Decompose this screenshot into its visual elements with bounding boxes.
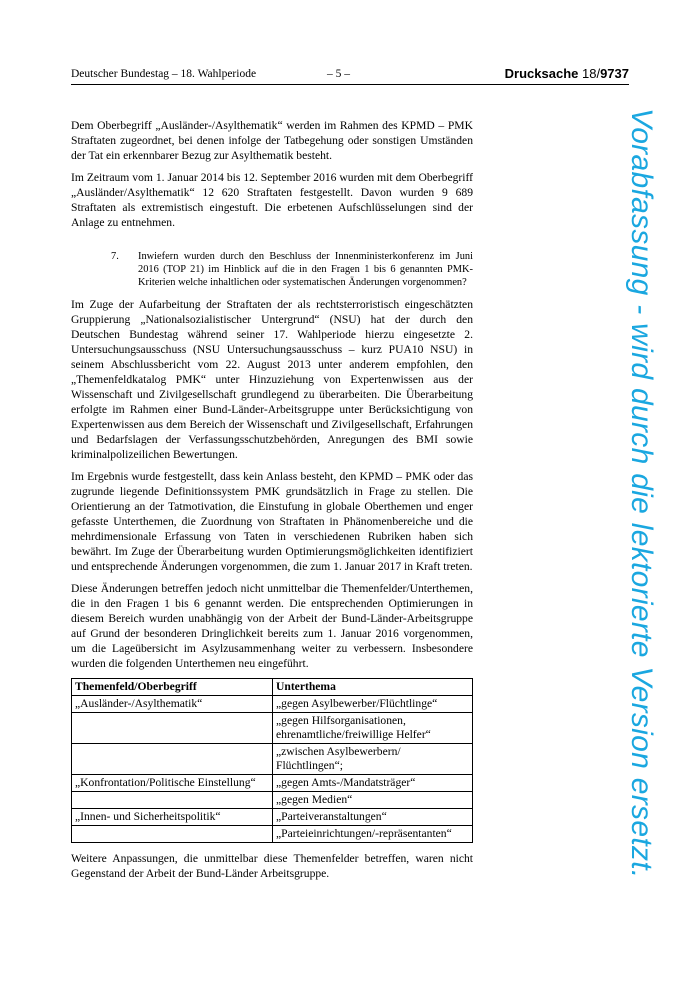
question-text: Inwiefern wurden durch den Beschluss der Innenministerkonferenz im Juni 2016 (TOP 21) im Hinblick auf die in den Fragen 1 bis 6 genannten PMK-Kriterien welche inhaltlichen oder systematischen Änderungen vorgenommen? bbox=[138, 251, 473, 288]
table-cell bbox=[72, 713, 273, 744]
table-header: Themenfeld/Oberbegriff bbox=[72, 679, 273, 696]
document-number-bold: 9737 bbox=[600, 66, 629, 81]
page-header bbox=[71, 66, 629, 85]
document-label: Drucksache bbox=[504, 66, 579, 81]
question-number: 7. bbox=[111, 251, 119, 262]
table-row bbox=[72, 744, 473, 775]
table-row bbox=[72, 826, 473, 843]
paragraph: Dem Oberbegriff „Ausländer-/Asylthematik“ werden im Rahmen des KPMD – PMK Straftaten zugeordnet, bei denen infolge der Tatbegehung oder sonstigen Umständen der Tat ein erkennbarer Bezug zur Asylthematik besteht. bbox=[71, 119, 473, 162]
paragraph: Im Zeitraum vom 1. Januar 2014 bis 12. September 2016 wurden mit dem Oberbegriff „Ausländer/Asylthematik“ 12 620 Straftaten festgestellt. Davon wurden 9 689 Straftaten als extremistisch eingestuft. Die erbetenen Aufschlüsselungen sind der Anlage zu entnehmen. bbox=[71, 171, 473, 229]
table-header-row bbox=[72, 679, 473, 696]
header-parliament: Deutscher Bundestag – 18. Wahlperiode bbox=[71, 68, 257, 80]
themes-table bbox=[71, 678, 473, 843]
question-block bbox=[71, 250, 473, 289]
paragraph: Im Zuge der Aufarbeitung der Straftaten der als rechtsterroristisch eingeschätzten Gruppierung „Nationalsozialistischer Untergrund“ (NSU) hat der durch den Deutschen Bundestag während seiner 17. Wahlperiode hierzu eingesetzte 2. Untersuchungsausschuss (NSU Untersuchungsausschuss – kurz PUA10 NSU) in seinem Abschlussbericht vom 22. August 2013 unter anderem empfohlen, den „Themenfeldkatalog PMK“ unter Hinzuziehung von Expertenwissen aus der Wissenschaft und Zivilgesellschaft grundlegend zu überarbeiten. Die Überarbeitung erfolgte im Rahmen einer Bund-Länder-Arbeitsgruppe unter Berücksichtigung von Expertenwissen aus dem Bereich der Wissenschaft und Zivilgesellschaft, Erfahrungen und Bedarfslagen der Verfassungsschutzbehörden, Anregungen des BMI sowie kriminalpolizeilichen Bewertungen. bbox=[71, 298, 473, 461]
table-cell: „Parteieinrichtungen/-repräsentanten“ bbox=[273, 826, 473, 843]
table-cell: „Konfrontation/Politische Einstellung“ bbox=[72, 775, 273, 792]
table-cell: „gegen Amts-/Mandatsträger“ bbox=[273, 775, 473, 792]
main-content bbox=[71, 118, 473, 888]
table-cell bbox=[72, 792, 273, 809]
table-cell: „Ausländer-/Asylthematik“ bbox=[72, 696, 273, 713]
paragraph: Im Ergebnis wurde festgestellt, dass kein Anlass besteht, den KPMD – PMK oder das zugrunde liegende Definitionssystem PMK grundsätzlich in Frage zu stellen. Die Orientierung an der Tatmotivation, die Einstufung in globale Oberthemen und enger gefasste Unterthemen, die Zuordnung von Straftaten in Phänomenbereiche und die mehrdimensionale Erfassung von Taten in verschiedenen Rubriken haben sich bewährt. Im Zuge der Überarbeitung wurden Optimierungsmöglichkeiten identifiziert und entsprechende Änderungen vorgenommen, die zum 1. Januar 2017 in Kraft treten. bbox=[71, 470, 473, 573]
document-number-prefix: 18/ bbox=[582, 66, 601, 81]
table-row bbox=[72, 792, 473, 809]
table-cell: „zwischen Asylbewerbern/ Flüchtlingen“; bbox=[273, 744, 473, 775]
table-cell bbox=[72, 744, 273, 775]
page-number: – 5 – bbox=[327, 68, 350, 80]
table-cell: „gegen Medien“ bbox=[273, 792, 473, 809]
table-cell: „Parteiveranstaltungen“ bbox=[273, 809, 473, 826]
table-row bbox=[72, 809, 473, 826]
table-cell: „gegen Hilfsorganisationen, ehrenamtliche/freiwillige Helfer“ bbox=[273, 713, 473, 744]
table-cell: „gegen Asylbewerber/Flüchtlinge“ bbox=[273, 696, 473, 713]
table-cell bbox=[72, 826, 273, 843]
table-cell: „Innen- und Sicherheitspolitik“ bbox=[72, 809, 273, 826]
document-number bbox=[505, 66, 629, 81]
paragraph: Diese Änderungen betreffen jedoch nicht unmittelbar die Themenfelder/Unterthemen, die in den Fragen 1 bis 6 genannt werden. Die entsprechenden Optimierungen in diesem Bereich wurden unabhängig von der Arbeit der Bund-Länder-Arbeitsgruppe auf Grund der besonderen Dringlichkeit bereits zum 1. Januar 2016 vorgenommen, um die Lageübersicht im Asylzusammenhang weiter zu verbessern. Insbesondere wurden die folgenden Unterthemen neu eingeführt. bbox=[71, 582, 473, 670]
table-row bbox=[72, 696, 473, 713]
closing-paragraph: Weitere Anpassungen, die unmittelbar diese Themenfelder betreffen, waren nicht Gegenstand der Arbeit der Bund-Länder Arbeitsgruppe. bbox=[71, 852, 473, 880]
draft-watermark bbox=[625, 108, 692, 908]
watermark-text: Vorabfassung - wird durch die lektorierte Version ersetzt. bbox=[625, 108, 658, 879]
table-row bbox=[72, 775, 473, 792]
table-row bbox=[72, 713, 473, 744]
table-header: Unterthema bbox=[273, 679, 473, 696]
